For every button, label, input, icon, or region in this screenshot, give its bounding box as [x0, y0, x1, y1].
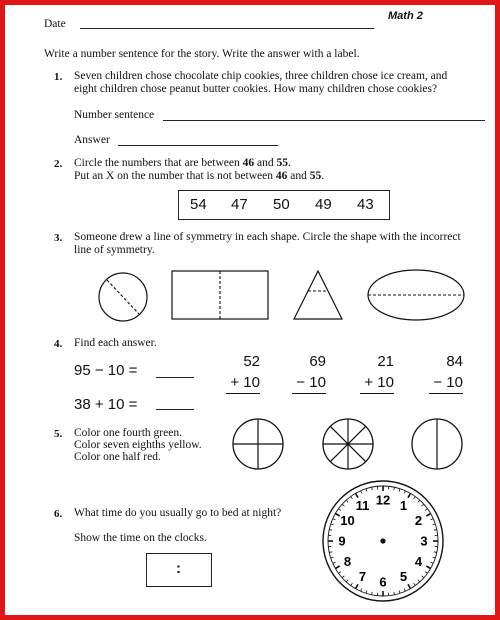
- instructions: Write a number sentence for the story. Write the answer with a label.: [44, 48, 360, 60]
- clock-number: 11: [355, 497, 370, 513]
- vertical-bottom: − 10: [292, 372, 326, 394]
- clock-number: 10: [340, 513, 355, 528]
- clock-number: 7: [358, 569, 367, 585]
- q1-text-line1: Seven children chose chocolate chip cookies, three children chose ice cream, and: [74, 70, 448, 82]
- vertical-top: 84: [446, 353, 463, 370]
- vertical-bottom: + 10: [360, 372, 394, 394]
- q6-instruction: Show the time on the clocks.: [74, 532, 207, 544]
- equation-2: 38 + 10 =: [74, 396, 138, 413]
- number-choice[interactable]: 50: [273, 196, 290, 213]
- number-choice[interactable]: 43: [357, 196, 374, 213]
- q3-text-line2: line of symmetry.: [74, 244, 155, 256]
- q3-text-line1: Someone drew a line of symmetry in each shape. Circle the shape with the incorrect: [74, 231, 461, 243]
- subject-label: Math 2: [388, 10, 423, 22]
- q5-line1: Color one fourth green.: [74, 427, 182, 439]
- clock-number: 2: [414, 513, 423, 528]
- clock-number: 12: [375, 492, 391, 508]
- vertical-top: 52: [243, 353, 260, 370]
- clock-center: [380, 538, 385, 543]
- clock-number: 4: [414, 554, 423, 569]
- clock-number: 9: [338, 533, 346, 549]
- q6-number: 6.: [54, 508, 63, 520]
- q5-number: 5.: [54, 428, 63, 440]
- equation-1: 95 − 10 =: [74, 362, 138, 379]
- clock-number: 3: [420, 533, 428, 549]
- vertical-bottom: − 10: [429, 372, 463, 394]
- vertical-top: 21: [377, 353, 394, 370]
- q2-number: 2.: [54, 158, 63, 170]
- number-choice[interactable]: 54: [190, 196, 207, 213]
- clock-number: 6: [379, 574, 387, 590]
- number-choice[interactable]: 47: [231, 196, 248, 213]
- q4-number: 4.: [54, 338, 63, 350]
- q5-line2: Color seven eighths yellow.: [74, 439, 202, 451]
- clock-number: 8: [343, 554, 352, 569]
- q4-instruction: Find each answer.: [74, 337, 157, 349]
- clock-number: 5: [399, 569, 408, 585]
- q2-text-line1: Circle the numbers that are between 46 and 55.: [74, 157, 291, 169]
- date-label: Date: [44, 18, 66, 30]
- vertical-bottom: + 10: [226, 372, 260, 394]
- vertical-top: 69: [309, 353, 326, 370]
- answer-label: Answer: [74, 134, 110, 146]
- q1-number: 1.: [54, 71, 63, 83]
- q1-text-line2: eight children chose peanut butter cookies. How many children chose cookies?: [74, 83, 438, 95]
- q6-question: What time do you usually go to bed at night?: [74, 507, 282, 519]
- digital-colon: :: [176, 560, 181, 577]
- clock-number: 1: [399, 497, 408, 513]
- q2-text-line2: Put an X on the number that is not between 46 and 55.: [74, 170, 325, 182]
- number-choice[interactable]: 49: [315, 196, 332, 213]
- q5-line3: Color one half red.: [74, 451, 161, 463]
- number-sentence-label: Number sentence: [74, 109, 155, 121]
- q3-number: 3.: [54, 232, 63, 244]
